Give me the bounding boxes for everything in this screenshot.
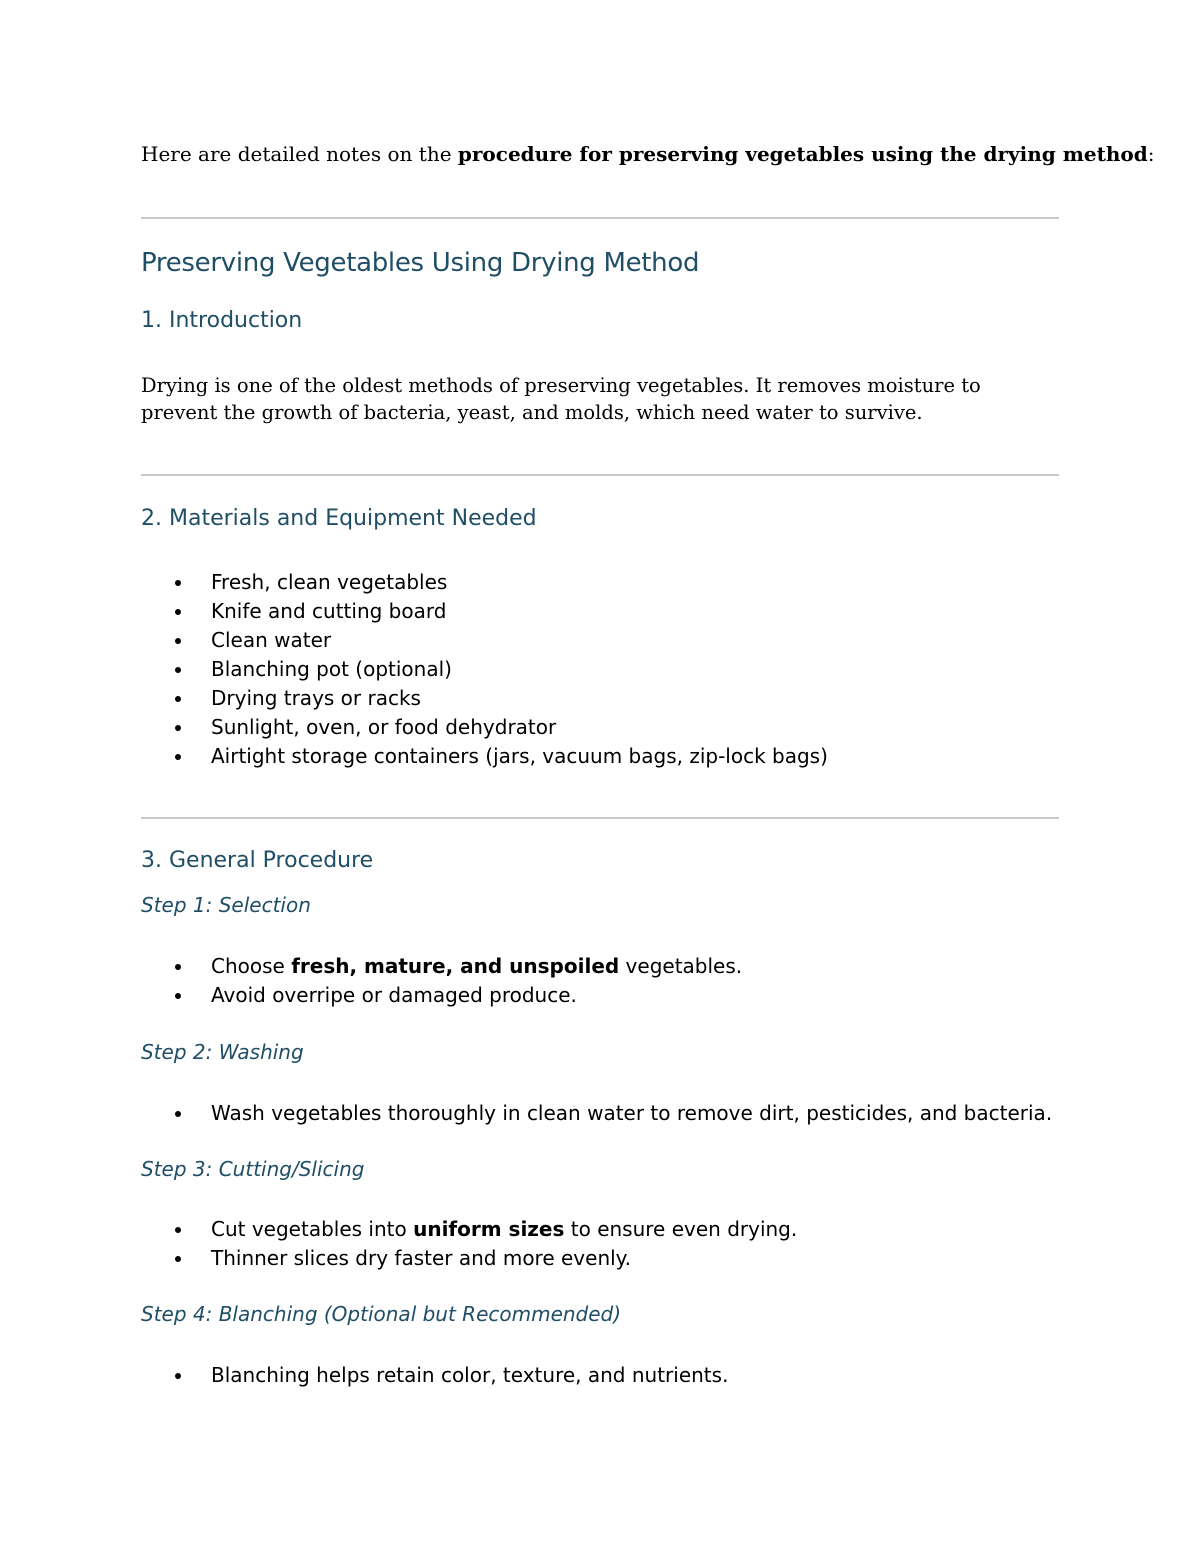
step-heading-blanching: Step 4: Blanching (Optional but Recommended): [141, 1302, 622, 1326]
list-item-text: Avoid overripe or damaged produce.: [211, 983, 577, 1007]
bullet-icon: [175, 580, 181, 586]
materials-list: [141, 568, 828, 771]
list-item: [141, 655, 828, 684]
bullet-icon: [175, 964, 181, 970]
list-item: [141, 597, 828, 626]
list-item-text-suffix: vegetables.: [619, 954, 743, 978]
list-item-text-suffix: to ensure even drying.: [564, 1217, 798, 1241]
list-item: [141, 1361, 728, 1390]
step-heading-cutting: Step 3: Cutting/Slicing: [141, 1157, 365, 1181]
bullet-icon: [175, 638, 181, 644]
intro-sentence: [141, 142, 1154, 166]
list-item-text: Clean water: [211, 628, 332, 652]
document-title: Preserving Vegetables Using Drying Method: [141, 248, 700, 278]
bullet-icon: [175, 754, 181, 760]
list-item-text: Sunlight, oven, or food dehydrator: [211, 715, 557, 739]
washing-list: [141, 1099, 1052, 1128]
list-item-text: Airtight storage containers (jars, vacuum bags, zip-lock bags): [211, 744, 828, 768]
bullet-icon: [175, 667, 181, 673]
list-item: [141, 626, 828, 655]
bullet-icon: [175, 1227, 181, 1233]
bullet-icon: [175, 993, 181, 999]
bullet-icon: [175, 1111, 181, 1117]
bullet-icon: [175, 725, 181, 731]
list-item-text-prefix: Choose: [211, 954, 292, 978]
section-heading-procedure: 3. General Procedure: [141, 848, 374, 873]
list-item-text: Blanching pot (optional): [211, 657, 452, 681]
list-item: [141, 684, 828, 713]
bullet-icon: [175, 609, 181, 615]
list-item-bold-text: uniform sizes: [413, 1217, 565, 1241]
list-item-text: Blanching helps retain color, texture, and nutrients.: [211, 1363, 729, 1387]
list-item: [141, 568, 828, 597]
step-heading-washing: Step 2: Washing: [141, 1040, 304, 1064]
list-item: [141, 952, 742, 981]
section-heading-introduction: 1. Introduction: [141, 308, 303, 333]
intro-prefix: Here are detailed notes on the: [141, 142, 458, 166]
bullet-icon: [175, 696, 181, 702]
horizontal-rule: [141, 817, 1059, 819]
horizontal-rule: [141, 474, 1059, 476]
list-item: [141, 1244, 797, 1273]
blanching-list: [141, 1361, 728, 1390]
list-item-text: Drying trays or racks: [211, 686, 421, 710]
bullet-icon: [175, 1373, 181, 1379]
horizontal-rule: [141, 217, 1059, 219]
list-item-text-prefix: Cut vegetables into: [211, 1217, 414, 1241]
step-heading-selection: Step 1: Selection: [141, 893, 311, 917]
introduction-paragraph: Drying is one of the oldest methods of preserving vegetables. It removes moisture to prevent the growth of bacteria, yeast, and molds, which need water to survive.: [141, 374, 981, 424]
list-item-text: Knife and cutting board: [211, 599, 447, 623]
list-item: [141, 742, 828, 771]
section-heading-materials: 2. Materials and Equipment Needed: [141, 506, 537, 531]
intro-suffix: :: [1147, 142, 1155, 166]
bullet-icon: [175, 1256, 181, 1262]
list-item-text: Thinner slices dry faster and more evenly.: [211, 1246, 632, 1270]
list-item: [141, 981, 742, 1010]
list-item: [141, 713, 828, 742]
list-item-bold-text: fresh, mature, and unspoiled: [291, 954, 620, 978]
list-item-text: Wash vegetables thoroughly in clean water to remove dirt, pesticides, and bacteria.: [211, 1101, 1053, 1125]
list-item-text: Fresh, clean vegetables: [211, 570, 448, 594]
intro-bold-phrase: procedure for preserving vegetables using the drying method: [457, 142, 1148, 166]
list-item: [141, 1215, 797, 1244]
cutting-list: [141, 1215, 797, 1273]
selection-list: [141, 952, 742, 1010]
list-item: [141, 1099, 1052, 1128]
